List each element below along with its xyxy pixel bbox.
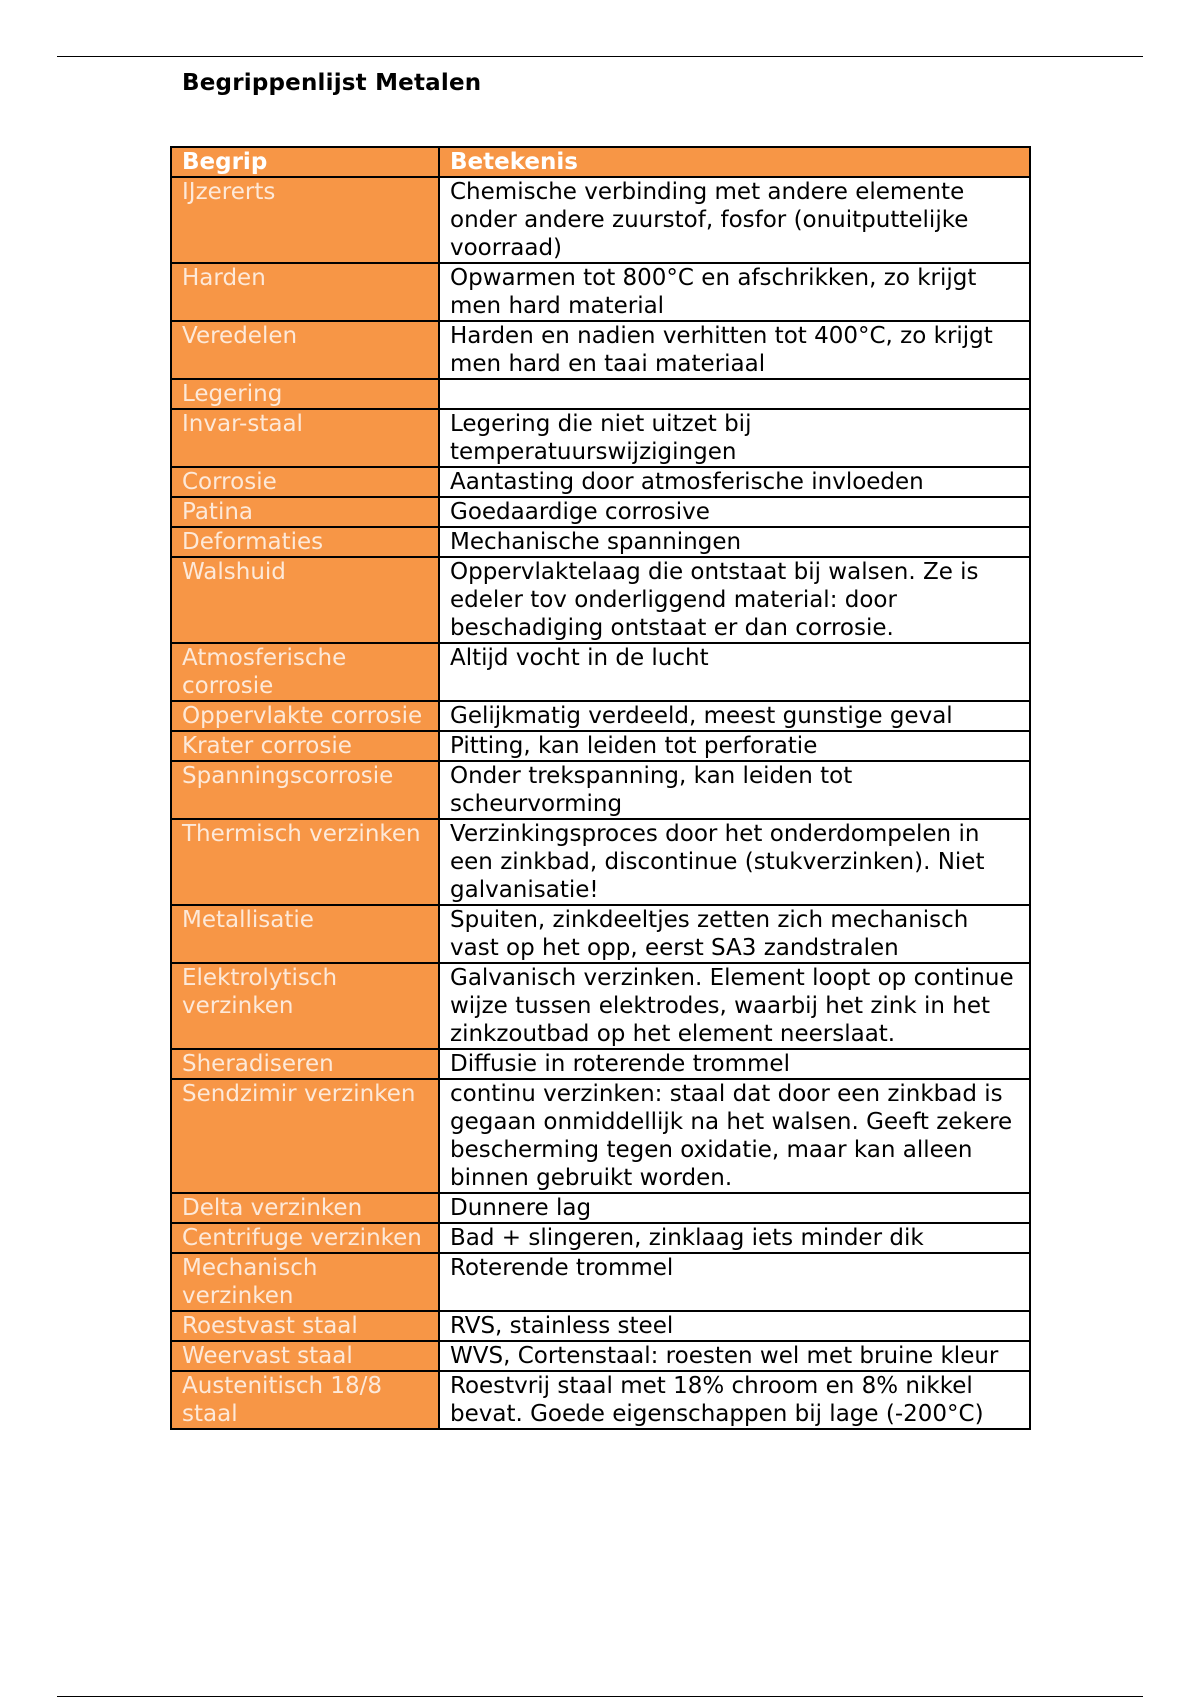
table-row: [171, 379, 1030, 409]
definition-cell: Harden en nadien verhitten tot 400°C, zo krijgt men hard en taai materiaal: [439, 321, 1030, 379]
table-row: [171, 1193, 1030, 1223]
term-cell: Delta verzinken: [171, 1193, 439, 1223]
table-row: [171, 963, 1030, 1049]
table-row: [171, 1371, 1030, 1429]
term-cell: Harden: [171, 263, 439, 321]
term-cell: Legering: [171, 379, 439, 409]
definition-cell: Bad + slingeren, zinklaag iets minder dik: [439, 1223, 1030, 1253]
table-body: [171, 177, 1030, 1429]
definition-cell: RVS, stainless steel: [439, 1311, 1030, 1341]
top-rule: [57, 56, 1143, 57]
term-cell: Sheradiseren: [171, 1049, 439, 1079]
table-row: [171, 1341, 1030, 1371]
table-row: [171, 701, 1030, 731]
table-row: [171, 643, 1030, 701]
table-row: [171, 1079, 1030, 1193]
term-cell: Atmosferische corrosie: [171, 643, 439, 701]
definition-cell: Legering die niet uitzet bij temperatuurswijzigingen: [439, 409, 1030, 467]
term-cell: IJzererts: [171, 177, 439, 263]
definition-cell: Pitting, kan leiden tot perforatie: [439, 731, 1030, 761]
definition-cell: Verzinkingsproces door het onderdompelen in een zinkbad, discontinue (stukverzinken). Niet galvanisatie!: [439, 819, 1030, 905]
term-cell: Weervast staal: [171, 1341, 439, 1371]
table-row: [171, 557, 1030, 643]
table-row: [171, 497, 1030, 527]
definition-cell: Altijd vocht in de lucht: [439, 643, 1030, 701]
bottom-rule: [57, 1696, 1143, 1697]
term-cell: Deformaties: [171, 527, 439, 557]
table-row: [171, 761, 1030, 819]
definition-cell: Goedaardige corrosive: [439, 497, 1030, 527]
definition-cell: WVS, Cortenstaal: roesten wel met bruine kleur: [439, 1341, 1030, 1371]
definition-cell: Oppervlaktelaag die ontstaat bij walsen. Ze is edeler tov onderliggend material: door beschadiging ontstaat er dan corrosie.: [439, 557, 1030, 643]
definition-cell: Onder trekspanning, kan leiden tot scheurvorming: [439, 761, 1030, 819]
term-cell: Thermisch verzinken: [171, 819, 439, 905]
definition-cell: Chemische verbinding met andere elemente onder andere zuurstof, fosfor (onuitputtelijke voorraad): [439, 177, 1030, 263]
definition-cell: Galvanisch verzinken. Element loopt op continue wijze tussen elektrodes, waarbij het zink in het zinkzoutbad op het element neerslaat.: [439, 963, 1030, 1049]
term-cell: Invar-staal: [171, 409, 439, 467]
table-row: [171, 177, 1030, 263]
table-row: [171, 321, 1030, 379]
definition-cell: Roterende trommel: [439, 1253, 1030, 1311]
table-row: [171, 467, 1030, 497]
table-row: [171, 263, 1030, 321]
term-cell: Austenitisch 18/8 staal: [171, 1371, 439, 1429]
column-header-definition: Betekenis: [439, 147, 1030, 177]
definition-cell: Dunnere lag: [439, 1193, 1030, 1223]
definition-cell: Diffusie in roterende trommel: [439, 1049, 1030, 1079]
table-row: [171, 527, 1030, 557]
definition-cell: Gelijkmatig verdeeld, meest gunstige geval: [439, 701, 1030, 731]
term-cell: Centrifuge verzinken: [171, 1223, 439, 1253]
term-cell: Mechanisch verzinken: [171, 1253, 439, 1311]
table-row: [171, 819, 1030, 905]
table-row: [171, 731, 1030, 761]
column-header-term: Begrip: [171, 147, 439, 177]
table-row: [171, 1049, 1030, 1079]
term-cell: Metallisatie: [171, 905, 439, 963]
table-row: [171, 905, 1030, 963]
table-header-row: [171, 147, 1030, 177]
table-row: [171, 1311, 1030, 1341]
term-cell: Oppervlakte corrosie: [171, 701, 439, 731]
definition-cell: Aantasting door atmosferische invloeden: [439, 467, 1030, 497]
definition-cell: Roestvrij staal met 18% chroom en 8% nikkel bevat. Goede eigenschappen bij lage (-200°C): [439, 1371, 1030, 1429]
term-cell: Corrosie: [171, 467, 439, 497]
term-cell: Veredelen: [171, 321, 439, 379]
term-cell: Krater corrosie: [171, 731, 439, 761]
glossary-table: [170, 146, 1031, 1430]
table-row: [171, 409, 1030, 467]
definition-cell: [439, 379, 1030, 409]
table-row: [171, 1223, 1030, 1253]
definition-cell: Opwarmen tot 800°C en afschrikken, zo krijgt men hard material: [439, 263, 1030, 321]
definition-cell: Spuiten, zinkdeeltjes zetten zich mechanisch vast op het opp, eerst SA3 zandstralen: [439, 905, 1030, 963]
table-row: [171, 1253, 1030, 1311]
term-cell: Roestvast staal: [171, 1311, 439, 1341]
term-cell: Spanningscorrosie: [171, 761, 439, 819]
definition-cell: Mechanische spanningen: [439, 527, 1030, 557]
term-cell: Sendzimir verzinken: [171, 1079, 439, 1193]
page-title: Begrippenlijst Metalen: [182, 70, 482, 96]
term-cell: Patina: [171, 497, 439, 527]
term-cell: Walshuid: [171, 557, 439, 643]
term-cell: Elektrolytisch verzinken: [171, 963, 439, 1049]
definition-cell: continu verzinken: staal dat door een zinkbad is gegaan onmiddellijk na het walsen. Geeft zekere bescherming tegen oxidatie, maar kan alleen binnen gebruikt worden.: [439, 1079, 1030, 1193]
